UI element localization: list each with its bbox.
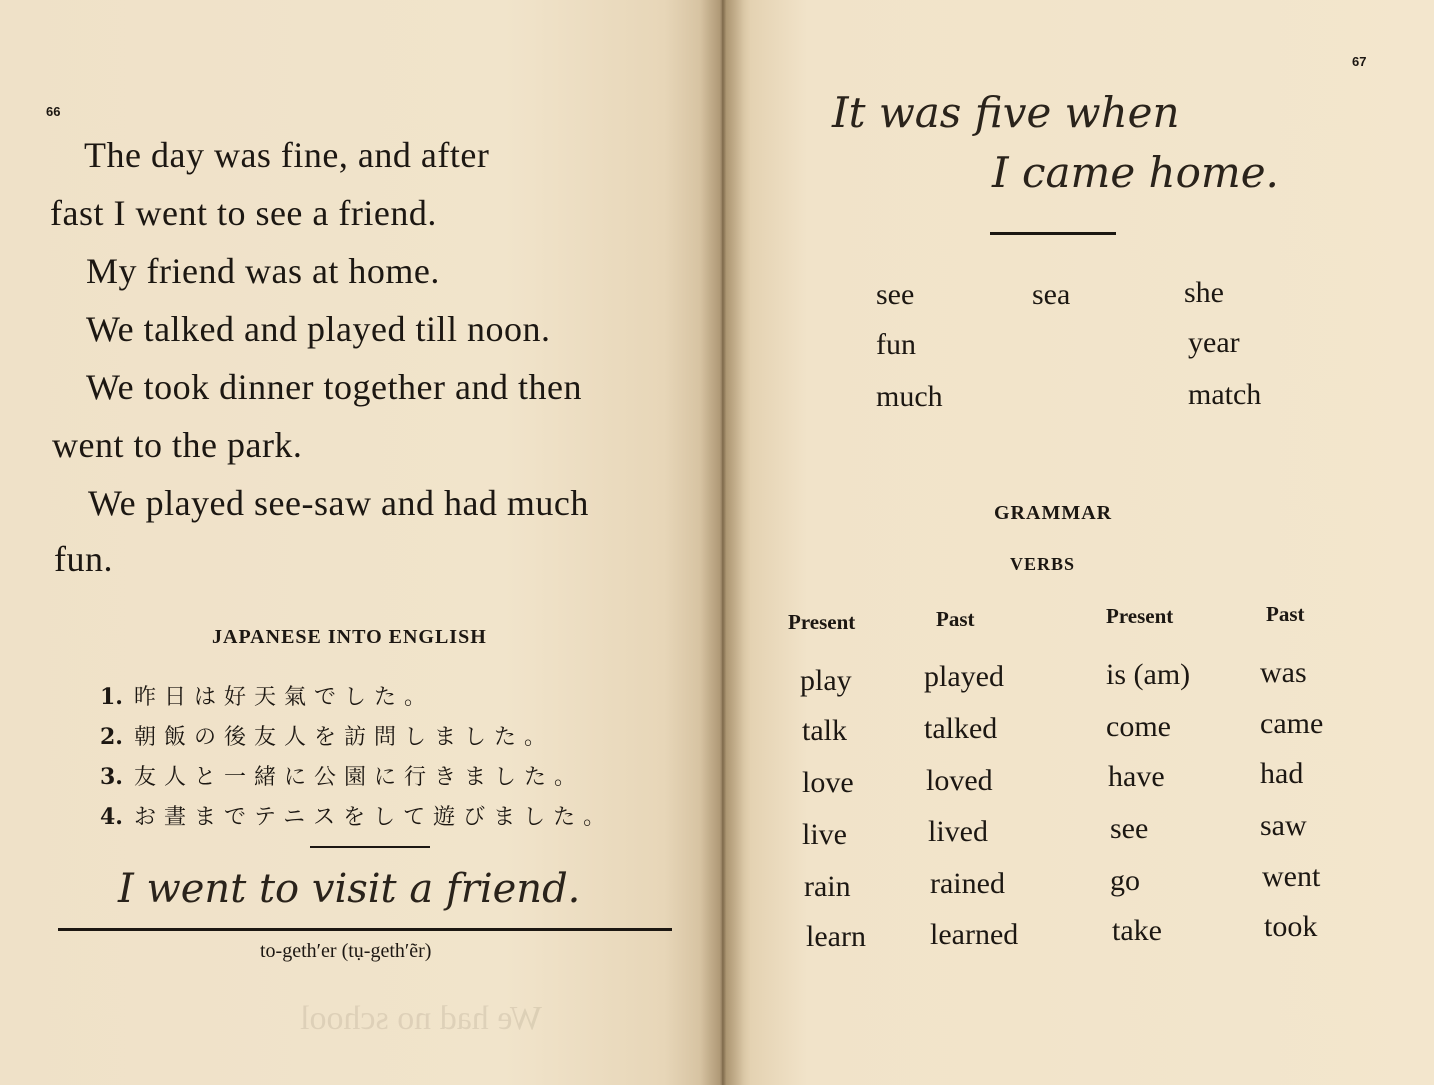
verb-past: learned <box>930 918 1019 951</box>
verb-past: took <box>1264 910 1318 943</box>
script-line-1: It was five when <box>832 88 1180 137</box>
verb-present: come <box>1106 710 1171 743</box>
pronunciation-word: see <box>876 278 915 311</box>
story-line-7: We played see-saw and had much <box>88 483 589 523</box>
japanese-item-text: 友人と一緒に公園に行きました。 <box>134 765 585 790</box>
footnote-divider <box>58 928 672 931</box>
pronunciation-word: much <box>876 380 943 413</box>
japanese-item <box>100 760 584 791</box>
verb-past: lived <box>928 815 988 848</box>
verb-past: was <box>1260 656 1307 689</box>
story-line-8: fun. <box>54 539 113 579</box>
verb-present: play <box>800 664 852 697</box>
story-line-5: We took dinner together and then <box>86 367 582 407</box>
verb-past: loved <box>926 764 993 797</box>
show-through-text: We had no school <box>300 1000 542 1037</box>
verb-present: have <box>1108 760 1165 793</box>
japanese-item-number: 2. <box>100 724 123 750</box>
story-line-1: The day was fine, and after <box>84 135 490 175</box>
verb-present: love <box>802 766 854 799</box>
verb-present: learn <box>806 920 866 953</box>
japanese-item-number: 3. <box>100 764 123 790</box>
verb-present: go <box>1110 864 1140 897</box>
verb-past: talked <box>924 712 998 745</box>
script-divider <box>990 232 1116 235</box>
pronunciation-word: fun <box>876 328 916 361</box>
japanese-item <box>100 680 434 711</box>
verb-present: live <box>802 818 847 851</box>
story-line-4: We talked and played till noon. <box>86 309 551 349</box>
verb-past: played <box>924 660 1004 693</box>
story-line-6: went to the park. <box>52 425 303 465</box>
verb-past: went <box>1262 860 1321 893</box>
short-divider <box>310 846 430 848</box>
japanese-item-number: 1. <box>100 684 123 710</box>
japanese-item-number: 4. <box>100 804 123 830</box>
verb-past: saw <box>1260 809 1307 842</box>
verb-present: rain <box>804 870 851 903</box>
verbs-heading: VERBS <box>1010 554 1076 574</box>
column-header-present: Present <box>788 610 856 634</box>
pronunciation-word: she <box>1184 276 1224 309</box>
script-sentence: I went to visit a friend. <box>118 866 581 912</box>
pronunciation-note: to-geth′er (tụ-geth′ẽr) <box>260 940 432 962</box>
verb-present: is (am) <box>1106 658 1191 691</box>
story-line-3: My friend was at home. <box>86 251 440 291</box>
grammar-heading: GRAMMAR <box>994 502 1113 524</box>
japanese-item-text: 昨日は好天氣でした。 <box>134 685 435 710</box>
right-page <box>722 0 1434 1085</box>
page-number-right: 67 <box>1352 54 1367 69</box>
exercise-heading: JAPANESE INTO ENGLISH <box>212 626 487 648</box>
pronunciation-word: sea <box>1032 278 1071 311</box>
pronunciation-word: year <box>1188 326 1240 359</box>
story-line-2: fast I went to see a friend. <box>50 193 437 233</box>
verb-present: talk <box>802 714 847 747</box>
verb-past: had <box>1260 757 1304 790</box>
japanese-item <box>100 800 613 831</box>
japanese-item <box>100 720 554 751</box>
verb-present: see <box>1110 812 1149 845</box>
column-header-past: Past <box>936 607 975 631</box>
japanese-item-text: 朝飯の後友人を訪問しました。 <box>134 725 555 750</box>
japanese-item-text: お晝までテニスをして遊びました。 <box>134 805 614 830</box>
verb-present: take <box>1112 914 1162 947</box>
page-number-left: 66 <box>46 104 61 119</box>
column-header-past: Past <box>1266 602 1305 626</box>
script-line-2: I came home. <box>992 148 1279 197</box>
pronunciation-word: match <box>1188 378 1262 411</box>
verb-past: came <box>1260 707 1324 740</box>
column-header-present: Present <box>1106 604 1174 628</box>
verb-past: rained <box>930 867 1005 900</box>
